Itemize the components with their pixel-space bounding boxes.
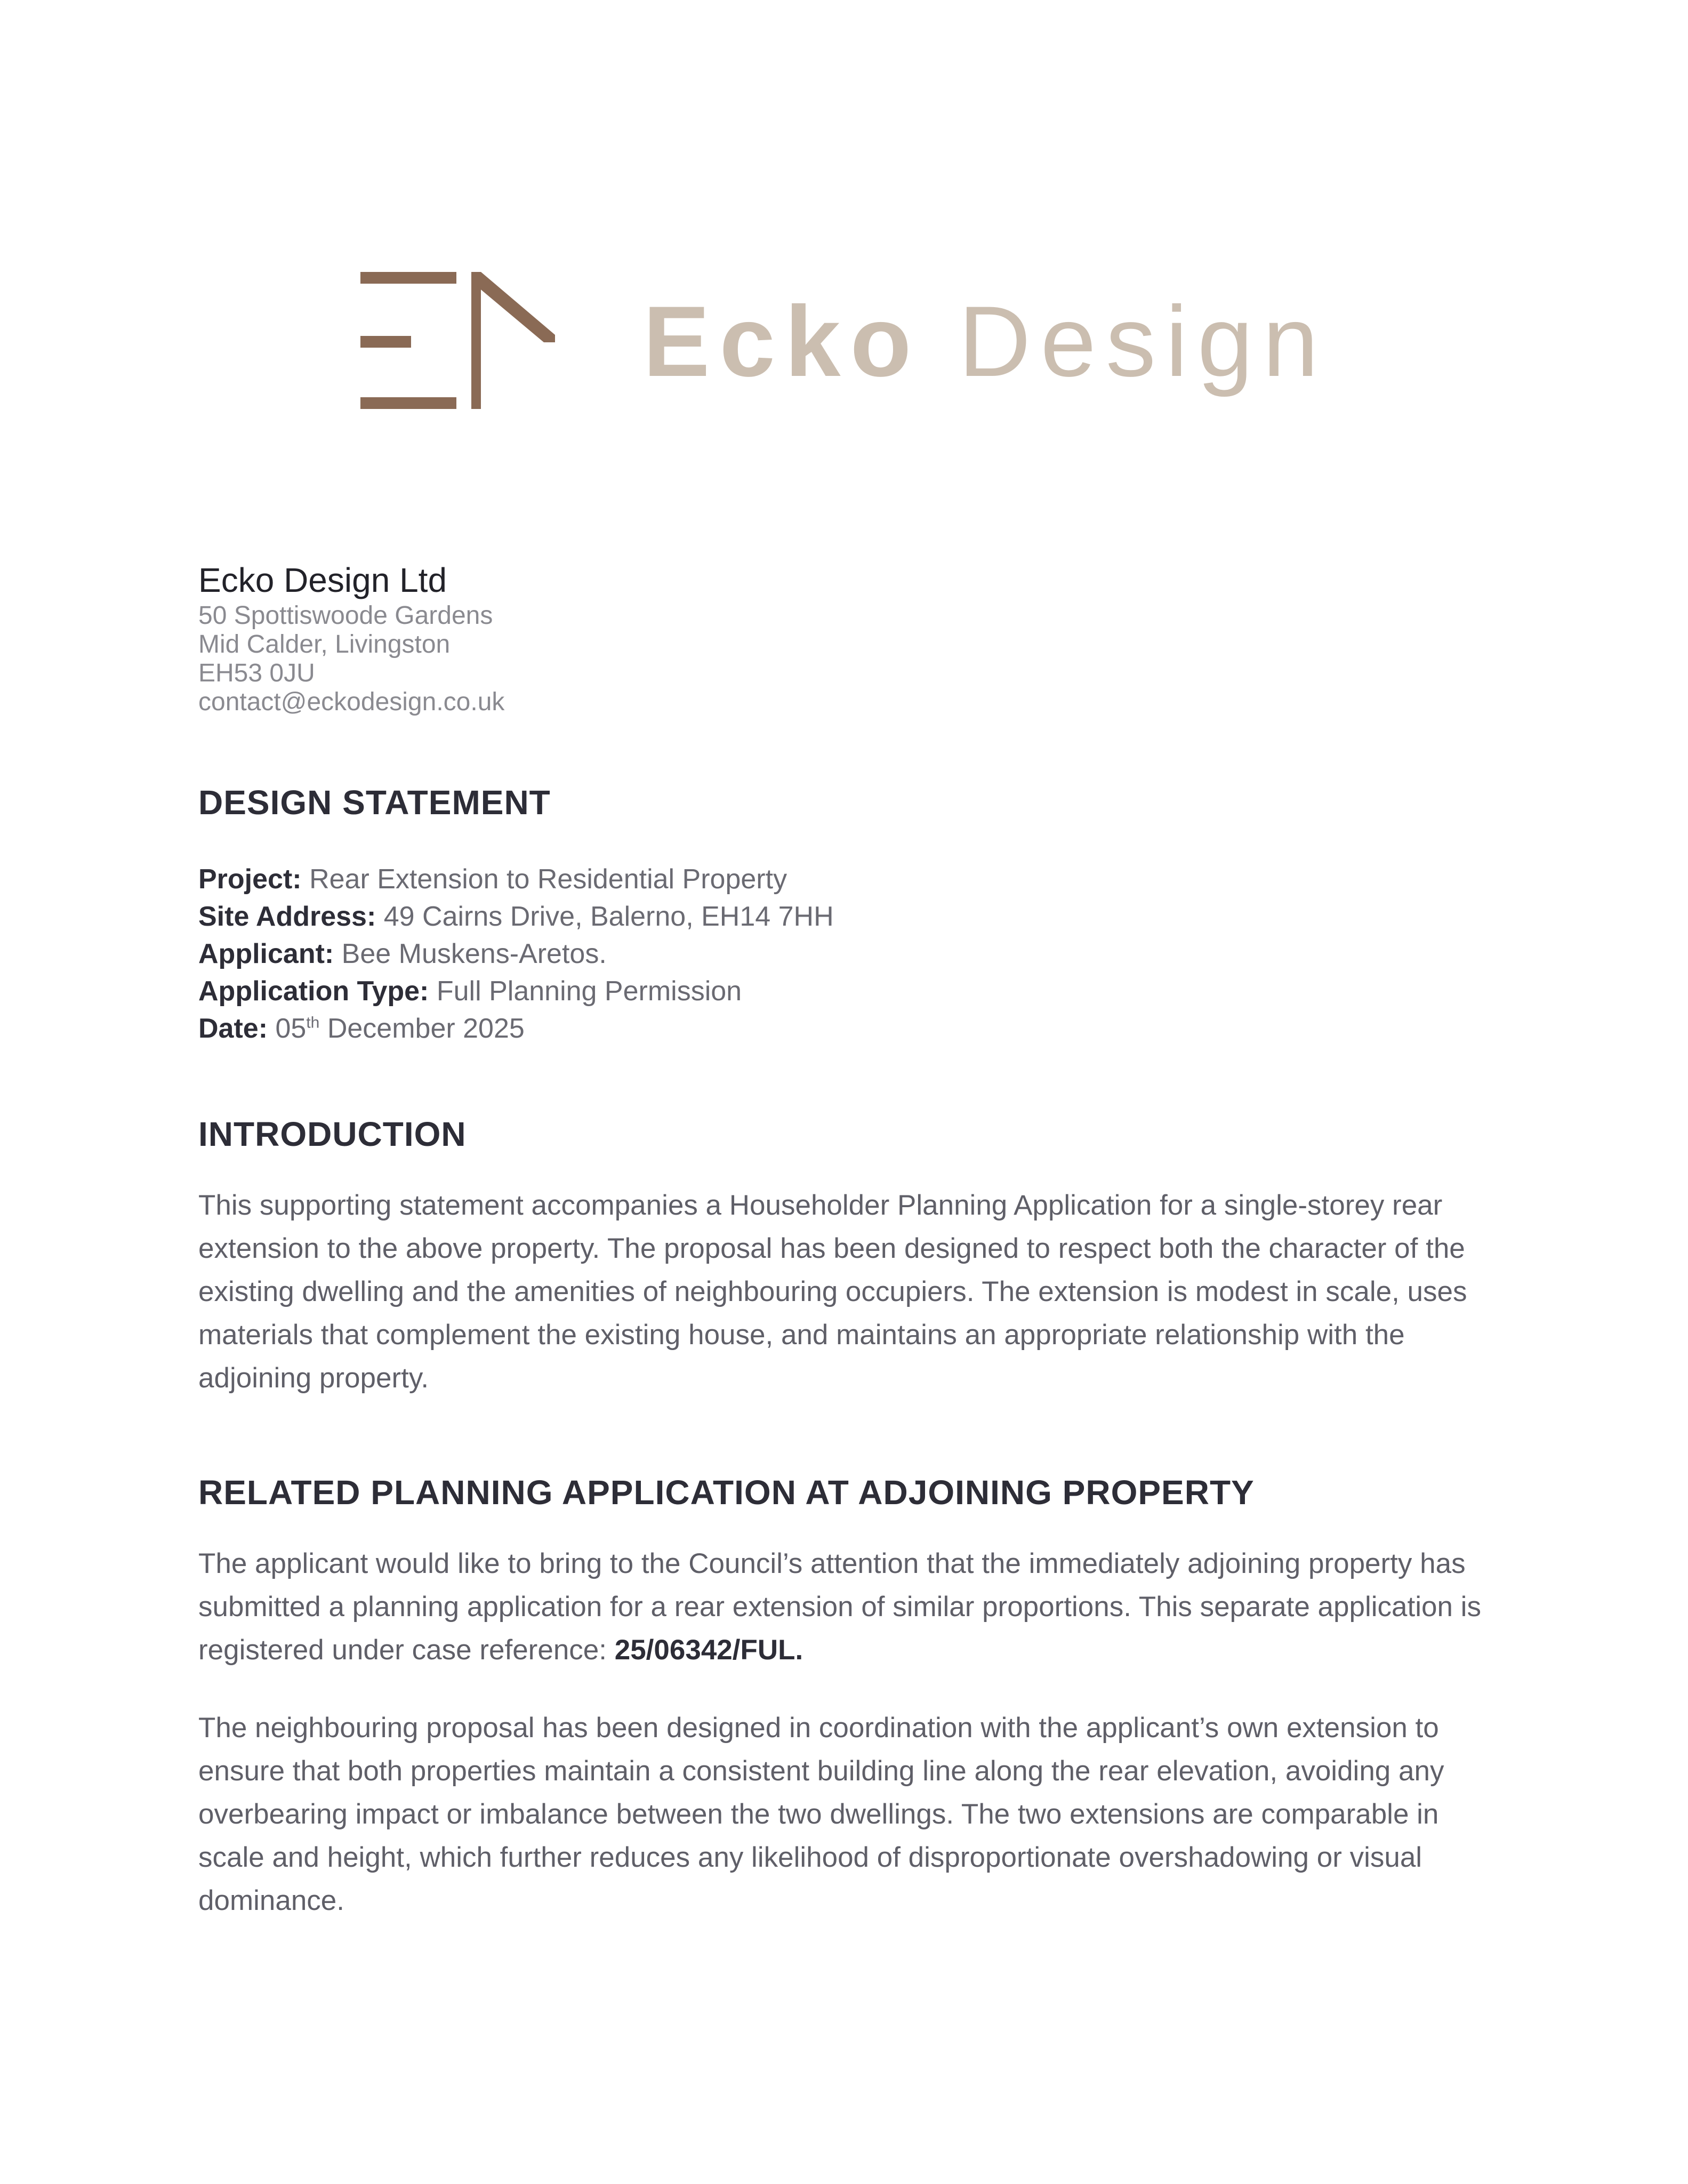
logo-word-ecko: Ecko (643, 285, 921, 397)
company-name: Ecko Design Ltd (198, 561, 447, 599)
meta-project-value: Rear Extension to Residential Property (309, 864, 787, 895)
project-details (198, 861, 834, 1047)
meta-application-type (198, 973, 834, 1010)
meta-date-rest: December 2025 (327, 1013, 525, 1044)
meta-type-label: Application Type: (198, 976, 429, 1007)
related-paragraph-1 (198, 1542, 1489, 1672)
meta-date-label: Date: (198, 1013, 268, 1044)
meta-date-suffix: th (306, 1014, 320, 1032)
meta-type-value: Full Planning Permission (436, 976, 742, 1007)
address-line-2: Mid Calder, Livingston (198, 630, 451, 659)
company-address-block (198, 559, 504, 717)
meta-date (198, 1010, 834, 1047)
related-paragraph-1-text: The applicant would like to bring to the Council’s attention that the immediately adjoining property has submitted a planning application for a rear extension of similar proportions. This separate application is registered under case reference: (198, 1548, 1481, 1666)
document-title: DESIGN STATEMENT (198, 783, 551, 822)
meta-applicant-label: Applicant: (198, 938, 334, 969)
ecko-logo-mark-icon (360, 272, 558, 411)
meta-date-value (275, 1013, 524, 1044)
company-logo (360, 267, 1328, 416)
related-application-heading: RELATED PLANNING APPLICATION AT ADJOINING PROPERTY (198, 1473, 1255, 1512)
meta-applicant-value: Bee Muskens-Aretos. (341, 938, 607, 969)
logo-wordmark (643, 267, 1328, 416)
address-postcode: EH53 0JU (198, 659, 315, 687)
introduction-paragraph: This supporting statement accompanies a Householder Planning Application for a single-storey rear extension to the above property. The proposal has been designed to respect both the character of the existing dwelling and the amenities of neighbouring occupiers. The extension is modest in scale, uses materials that complement the existing house, and maintains an appropriate relationship with the adjoining property. (198, 1190, 1467, 1394)
meta-applicant (198, 935, 834, 973)
meta-date-day: 05 (275, 1013, 307, 1044)
introduction-heading: INTRODUCTION (198, 1115, 467, 1153)
meta-site-value: 49 Cairns Drive, Balerno, EH14 7HH (383, 901, 834, 932)
related-paragraph-2: The neighbouring proposal has been designed in coordination with the applicant’s own extension to ensure that both properties maintain a consistent building line along the rear elevation, avoiding any overbearing impact or imbalance between the two dwellings. The two extensions are comparable in scale and height, which further reduces any likelihood of disproportionate overshadowing or visual dominance. (198, 1712, 1444, 1916)
company-email: contact@eckodesign.co.uk (198, 688, 505, 716)
logo-word-design: Design (958, 285, 1328, 397)
meta-site-address (198, 898, 834, 935)
case-reference: 25/06342/FUL. (614, 1634, 803, 1666)
meta-site-label: Site Address: (198, 901, 376, 932)
meta-project (198, 861, 834, 898)
meta-project-label: Project: (198, 864, 302, 895)
address-line-1: 50 Spottiswoode Gardens (198, 601, 493, 630)
